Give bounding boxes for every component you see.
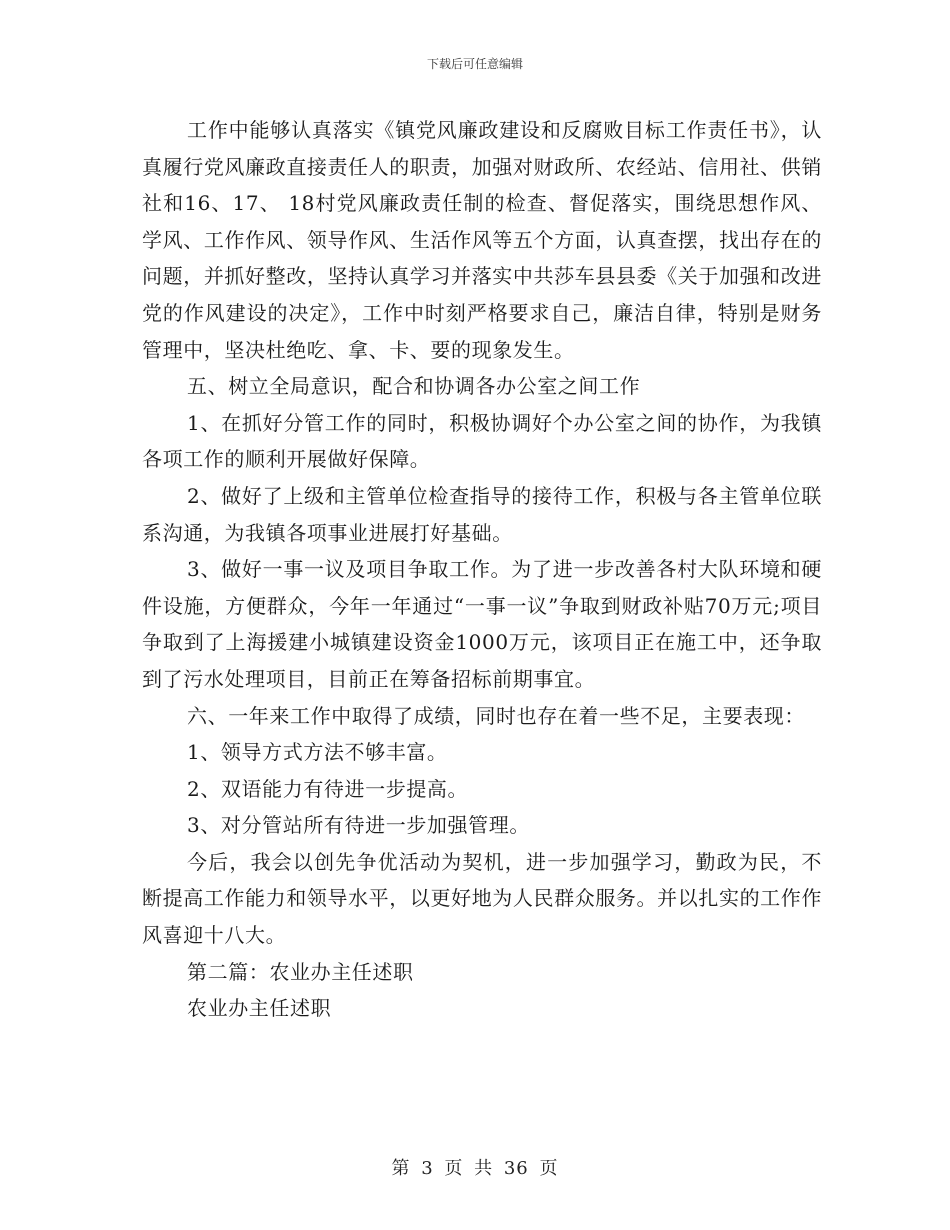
list-item-bilingual: 2、双语能力有待进一步提高。	[187, 776, 469, 801]
list-item-management: 3、对分管站所有待进一步加强管理。	[187, 813, 530, 838]
list-item-coordination: 1、在抓好分管工作的同时，积极协调好个办公室之间的协作，为我镇各项工作的顺利开展做好保障。	[142, 410, 822, 472]
paragraph-conclusion: 今后，我会以创先争优活动为契机，进一步加强学习，勤政为民，不断提高工作能力和领导水平，以更好地为人民群众服务。并以扎实的工作作风喜迎十八大。	[142, 849, 822, 948]
section-heading-five: 五、树立全局意识，配合和协调各办公室之间工作	[187, 374, 641, 399]
chapter-heading: 第二篇：农业办主任述职	[187, 959, 414, 984]
list-item-projects: 3、做好一事一议及项目争取工作。为了进一步改善各村大队环境和硬件设施，方便群众，今年一年通过“一事一议”争取到财政补贴70万元;项目争取到了上海援建小城镇建设资金1000万元，该项目正在施工中，还争取到了污水处理项目，目前正在筹备招标前期事宜。	[142, 557, 822, 691]
page-number: 第 3 页 共 36 页	[391, 1158, 559, 1179]
list-item-reception: 2、做好了上级和主管单位检查指导的接待工作，积极与各主管单位联系沟通，为我镇各项事业进展打好基础。	[142, 483, 822, 545]
document-body	[142, 112, 822, 1027]
paragraph-anti-corruption: 工作中能够认真落实《镇党风廉政建设和反腐败目标工作责任书》，认真履行党风廉政直接责任人的职责，加强对财政所、农经站、信用社、供销社和16、17、 18村党风廉政责任制的检查、督促落实，围绕思想作风、学风、工作作风、领导作风、生活作风等五个方面，认真查摆，找出存在的问题，并抓好整改，坚持认真学习并落实中共莎车县县委《关于加强和改进党的作风建设的决定》，工作中时刻严格要求自己，廉洁自律，特别是财务管理中，坚决杜绝吃、拿、卡、要的现象发生。	[142, 118, 822, 362]
document-title: 农业办主任述职	[187, 996, 332, 1021]
page-header: 下载后可任意编辑	[426, 57, 523, 71]
list-item-leadership: 1、领导方式方法不够丰富。	[187, 740, 448, 765]
section-heading-six: 六、一年来工作中取得了成绩，同时也存在着一些不足，主要表现：	[187, 703, 805, 728]
